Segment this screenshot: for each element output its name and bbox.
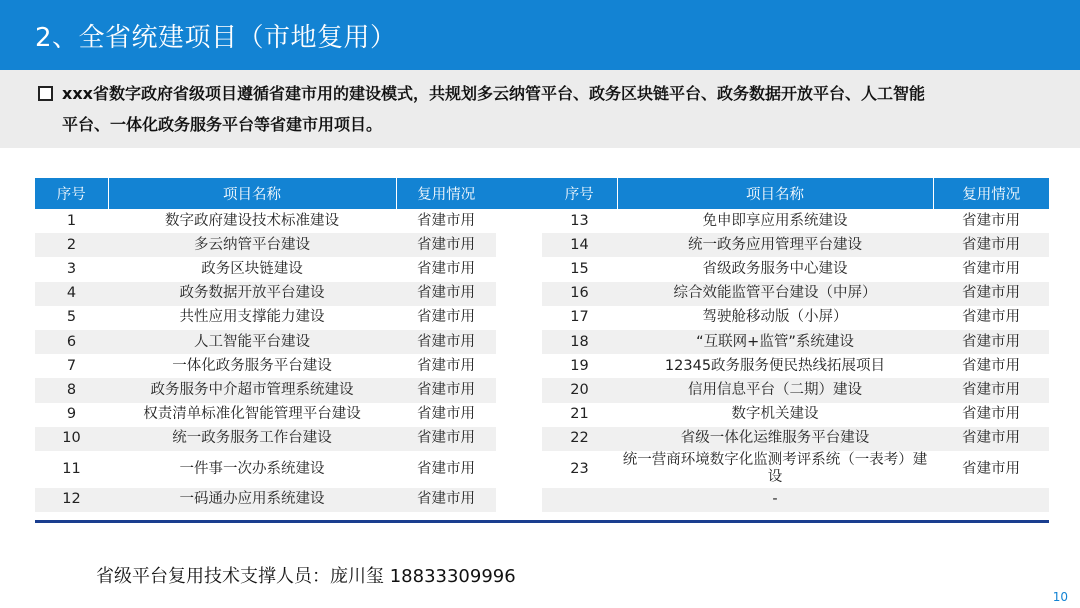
row-index: 22 [542,427,617,451]
row-project-name: 统一政务应用管理平台建设 [617,233,933,257]
row-reuse-status: 省建市用 [396,282,496,306]
square-bullet-icon [38,86,53,101]
row-reuse-status: 省建市用 [933,233,1049,257]
row-reuse-status: 省建市用 [396,257,496,281]
row-index: 14 [542,233,617,257]
row-index: 2 [35,233,108,257]
row-reuse-status: 省建市用 [396,233,496,257]
row-project-name: 免申即享应用系统建设 [617,209,933,233]
page-number: 10 [1052,590,1068,604]
row-index: 20 [542,378,617,402]
row-index: 12 [35,488,108,512]
col-header-reuse: 复用情况 [933,178,1049,209]
row-reuse-status: 省建市用 [933,257,1049,281]
table-row [35,209,496,233]
row-project-name: 多云纳管平台建设 [108,233,396,257]
row-reuse-status: 省建市用 [933,378,1049,402]
intro-text [62,78,1052,140]
table-row [542,257,1049,281]
table-row [542,306,1049,330]
row-project-name: 数字机关建设 [617,403,933,427]
col-header-name: 项目名称 [617,178,933,209]
table-row [35,427,496,451]
row-project-name: “互联网+监管”系统建设 [617,330,933,354]
table-row [542,209,1049,233]
contact-line: 省级平台复用技术支撑人员：庞川玺 18833309996 [96,566,516,587]
row-reuse-status: 省建市用 [396,403,496,427]
table-row [542,451,1049,488]
table-row [542,427,1049,451]
table-row [35,451,496,488]
row-index: 11 [35,451,108,488]
row-index: 17 [542,306,617,330]
table-header-divider [496,178,542,209]
row-reuse-status: 省建市用 [396,354,496,378]
col-header-index: 序号 [542,178,617,209]
table-header-row [542,178,1049,209]
table-row [542,354,1049,378]
row-index: 4 [35,282,108,306]
table-row [35,488,496,512]
row-project-name: 共性应用支撑能力建设 [108,306,396,330]
row-index: 3 [35,257,108,281]
row-reuse-status: 省建市用 [396,330,496,354]
row-project-name: 政务服务中介超市管理系统建设 [108,378,396,402]
page-title: 2、全省统建项目（市地复用） [35,22,397,53]
row-index: 23 [542,451,617,488]
col-header-index: 序号 [35,178,108,209]
row-project-name: 一件事一次办系统建设 [108,451,396,488]
row-index: 1 [35,209,108,233]
row-index: 18 [542,330,617,354]
table-row [542,403,1049,427]
table-row [35,354,496,378]
row-reuse-status: 省建市用 [933,427,1049,451]
table-row [35,257,496,281]
table-row [35,403,496,427]
row-project-name: 信用信息平台（二期）建设 [617,378,933,402]
table-row [542,330,1049,354]
row-index [542,488,617,512]
table-row [542,233,1049,257]
table-row [542,488,1049,512]
row-project-name: 数字政府建设技术标准建设 [108,209,396,233]
row-project-name: 驾驶舱移动版（小屏） [617,306,933,330]
row-reuse-status: 省建市用 [933,330,1049,354]
row-index: 10 [35,427,108,451]
row-reuse-status: 省建市用 [396,306,496,330]
row-project-name: 人工智能平台建设 [108,330,396,354]
row-index: 16 [542,282,617,306]
row-project-name: 统一政务服务工作台建设 [108,427,396,451]
table-row [35,233,496,257]
row-index: 6 [35,330,108,354]
intro-panel [0,70,1080,148]
row-reuse-status: 省建市用 [933,306,1049,330]
col-header-name: 项目名称 [108,178,396,209]
row-project-name: 权责清单标准化智能管理平台建设 [108,403,396,427]
row-reuse-status: 省建市用 [933,403,1049,427]
row-reuse-status: 省建市用 [933,451,1049,488]
row-project-name: 一码通办应用系统建设 [108,488,396,512]
table-row [542,282,1049,306]
row-index: 19 [542,354,617,378]
row-reuse-status: 省建市用 [933,354,1049,378]
row-index: 7 [35,354,108,378]
row-reuse-status: 省建市用 [396,451,496,488]
row-project-name: - [617,488,933,512]
row-project-name: 12345政务服务便民热线拓展项目 [617,354,933,378]
table-header-row [35,178,496,209]
row-index: 15 [542,257,617,281]
row-project-name: 综合效能监管平台建设（中屏） [617,282,933,306]
row-reuse-status [933,488,1049,512]
project-table-left [35,178,496,512]
project-tables [35,178,1049,522]
header-bar [0,0,1080,70]
intro-line-2: 平台、一体化政务服务平台等省建市用项目。 [62,115,383,134]
col-header-reuse: 复用情况 [396,178,496,209]
row-index: 13 [542,209,617,233]
row-reuse-status: 省建市用 [933,209,1049,233]
row-index: 21 [542,403,617,427]
row-project-name: 省级一体化运维服务平台建设 [617,427,933,451]
intro-line-1: xxx省数字政府省级项目遵循省建市用的建设模式，共规划多云纳管平台、政务区块链平台、政务数据开放平台、人工智能 [62,84,925,103]
row-project-name: 统一营商环境数字化监测考评系统（一表考）建设 [617,451,933,488]
table-row [35,282,496,306]
row-reuse-status: 省建市用 [396,488,496,512]
row-project-name: 政务数据开放平台建设 [108,282,396,306]
project-table-right [542,178,1049,512]
row-index: 8 [35,378,108,402]
row-project-name: 省级政务服务中心建设 [617,257,933,281]
table-row [35,306,496,330]
row-reuse-status: 省建市用 [396,427,496,451]
row-reuse-status: 省建市用 [396,209,496,233]
row-reuse-status: 省建市用 [396,378,496,402]
table-row [35,378,496,402]
row-project-name: 政务区块链建设 [108,257,396,281]
table-row [542,378,1049,402]
row-project-name: 一体化政务服务平台建设 [108,354,396,378]
row-index: 9 [35,403,108,427]
table-bottom-rule [35,520,1049,523]
row-reuse-status: 省建市用 [933,282,1049,306]
row-index: 5 [35,306,108,330]
table-row [35,330,496,354]
